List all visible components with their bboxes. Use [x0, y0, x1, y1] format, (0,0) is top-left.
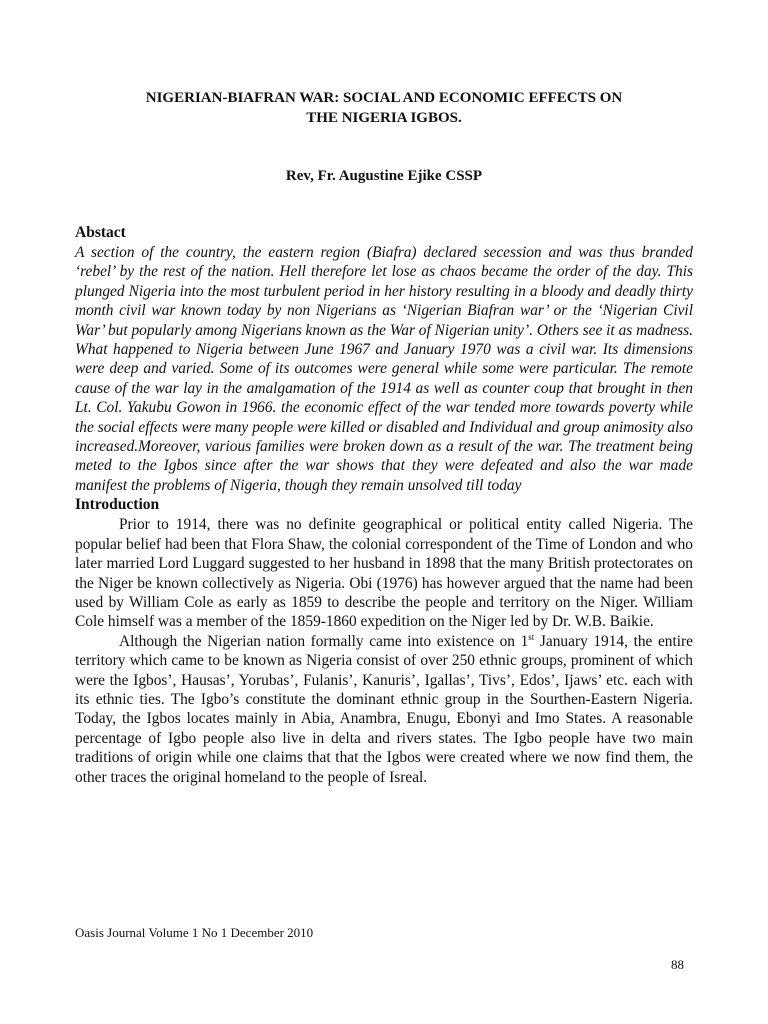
paragraph-2-start: Although the Nigerian nation formally came into existence on 1 — [119, 632, 529, 650]
article-title — [75, 88, 693, 128]
journal-footer: Oasis Journal Volume 1 No 1 December 2010 — [75, 925, 314, 940]
introduction-heading: Introduction — [75, 496, 160, 514]
article-body — [75, 88, 693, 787]
author-line: Rev, Fr. Augustine Ejike CSSP — [285, 168, 483, 184]
abstract-text: A section of the country, the eastern region (Biafra) declared secession and was thus branded ‘rebel’ by the rest of the nation. Hell therefore let lose as chaos became the order of the day. This plunged Nigeria into the most turbulent period in her history resulting in a bloody and deadly thirty month civil war known today by non Nigerians as ‘Nigerian Biafran war’ or the ‘Nigerian Civil War’ but popularly among Nigerians known as the War of Nigerian unity’. Others see it as madness. What happened to Nigeria between June 1967 and January 1970 was a civil war. Its dimensions were deep and varied. Some of its outcomes were general while some were particular. The remote cause of the war lay in the amalgamation of the 1914 as well as counter coup that brought in then Lt. Col. Yakubu Gowon in 1966. the economic effect of the war tended more towards poverty while the social effects were many people were killed or disabled and Individual and group animosity also increased.Moreover, various families were broken down as a result of the war. The treatment being meted to the Igbos since after the war shows that they were defeated and also the war made manifest the problems of Nigeria, though they remain unsolved till today — [75, 244, 693, 494]
introduction-paragraph-2 — [75, 632, 693, 787]
page-number: 88 — [671, 957, 684, 972]
introduction-paragraph-1: Prior to 1914, there was no definite geographical or political entity called Nigeria. The popular belief had been that Flora Shaw, the colonial correspondent of the Time of London and who later married Lord Luggard suggested to her husband in 1898 that the many British protectorates on the Niger be known collectively as Nigeria. Obi (1976) has however argued that the name had been used by William Cole as early as 1859 to describe the people and territory on the Niger. William Cole himself was a member of the 1859-1860 expedition on the Niger led by Dr. W.B. Baikie. — [75, 516, 693, 631]
title-line-2: THE NIGERIA IGBOS. — [306, 110, 462, 126]
abstract-heading: Abstact — [75, 224, 126, 241]
ordinal-superscript: st — [528, 631, 535, 642]
paragraph-2-rest: January 1914, the entire territory which came to be known as Nigeria consist of over 250 ethnic groups, prominent of which were the Igbos’, Hausas’, Yorubas’, Fulanis’, Kanuris’, Igallas’, Tivs’, Edos’, Ijaws’ etc. each with its ethnic ties. The Igbo’s constitute the dominant ethnic group in the Sourthen-Eastern Nigeria. Today, the Igbos locates mainly in Abia, Anambra, Enugu, Ebonyi and Imo States. A reasonable percentage of Igbo people also live in delta and rivers states. The Igbo people have two main traditions of origin while one claims that that the Igbos were created where we now find them, the other traces the original homeland to the people of Isreal. — [75, 632, 693, 786]
title-line-1: NIGERIAN-BIAFRAN WAR: SOCIAL AND ECONOMIC EFFECTS ON — [145, 90, 623, 106]
